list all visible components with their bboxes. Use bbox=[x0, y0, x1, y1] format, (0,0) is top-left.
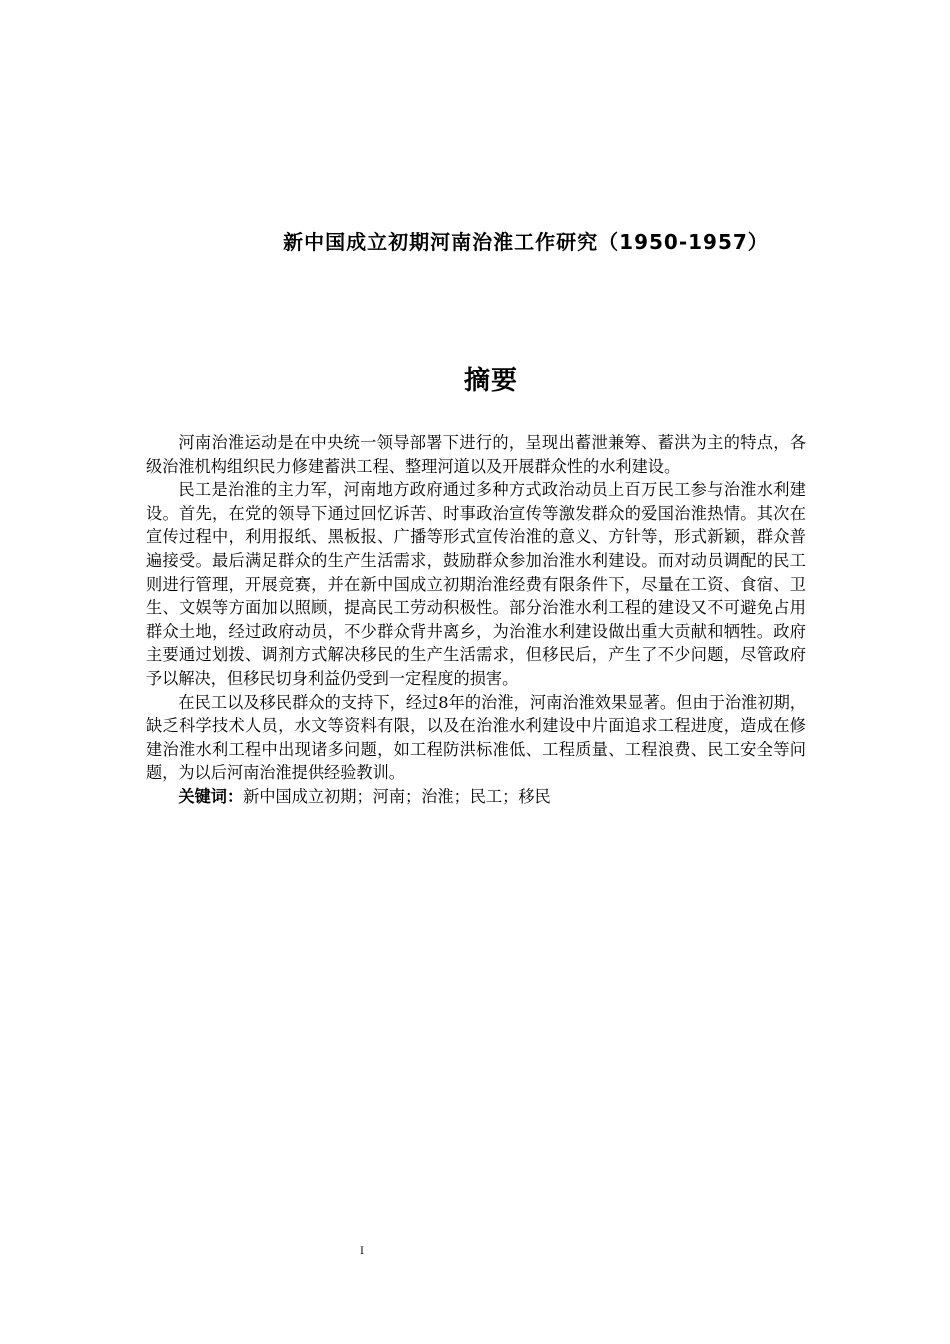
abstract-paragraph-2: 民工是治淮的主力军，河南地方政府通过多种方式政治动员上百万民工参与治淮水利建设。首先，在党的领导下通过回忆诉苦、时事政治宣传等激发群众的爱国治淮热情。其次在宣传过程中，利用报纸、黑板报、广播等形式宣传治淮的意义、方针等，形式新颖，群众普遍接受。最后满足群众的生产生活需求，鼓励群众参加治淮水利建设。而对动员调配的民工则进行管理，开展竞赛，并在新中国成立初期治淮经费有限条件下，尽量在工资、食宿、卫生、文娱等方面加以照顾，提高民工劳动积极性。部分治淮水利工程的建设又不可避免占用群众土地，经过政府动员，不少群众背井离乡，为治淮水利建设做出重大贡献和牺牲。政府主要通过划拨、调剂方式解决移民的生产生活需求，但移民后，产生了不少问题，尽管政府予以解决，但移民切身利益仍受到一定程度的损害。 bbox=[146, 480, 806, 688]
abstract-heading: 摘要 bbox=[463, 366, 518, 396]
keywords-label: 关键词： bbox=[178, 786, 244, 806]
abstract-body bbox=[146, 431, 806, 809]
page-number: I bbox=[360, 1246, 364, 1257]
abstract-paragraph-1: 河南治淮运动是在中央统一领导部署下进行的，呈现出蓄泄兼筹、蓄洪为主的特点，各级治淮机构组织民力修建蓄洪工程、整理河道以及开展群众性的水利建设。 bbox=[146, 433, 806, 476]
document-title: 新中国成立初期河南治淮工作研究（1950-1957） bbox=[283, 230, 769, 254]
keywords-line bbox=[146, 785, 806, 809]
abstract-paragraph-3: 在民工以及移民群众的支持下，经过8年的治淮，河南治淮效果显著。但由于治淮初期，缺乏科学技术人员，水文等资料有限，以及在治淮水利建设中片面追求工程进度，造成在修建治淮水利工程中出现诸多问题，如工程防洪标准低、工程质量、工程浪费、民工安全等问题，为以后河南治淮提供经验教训。 bbox=[146, 692, 806, 783]
keywords-text: 新中国成立初期；河南；治淮；民工；移民 bbox=[243, 786, 551, 806]
